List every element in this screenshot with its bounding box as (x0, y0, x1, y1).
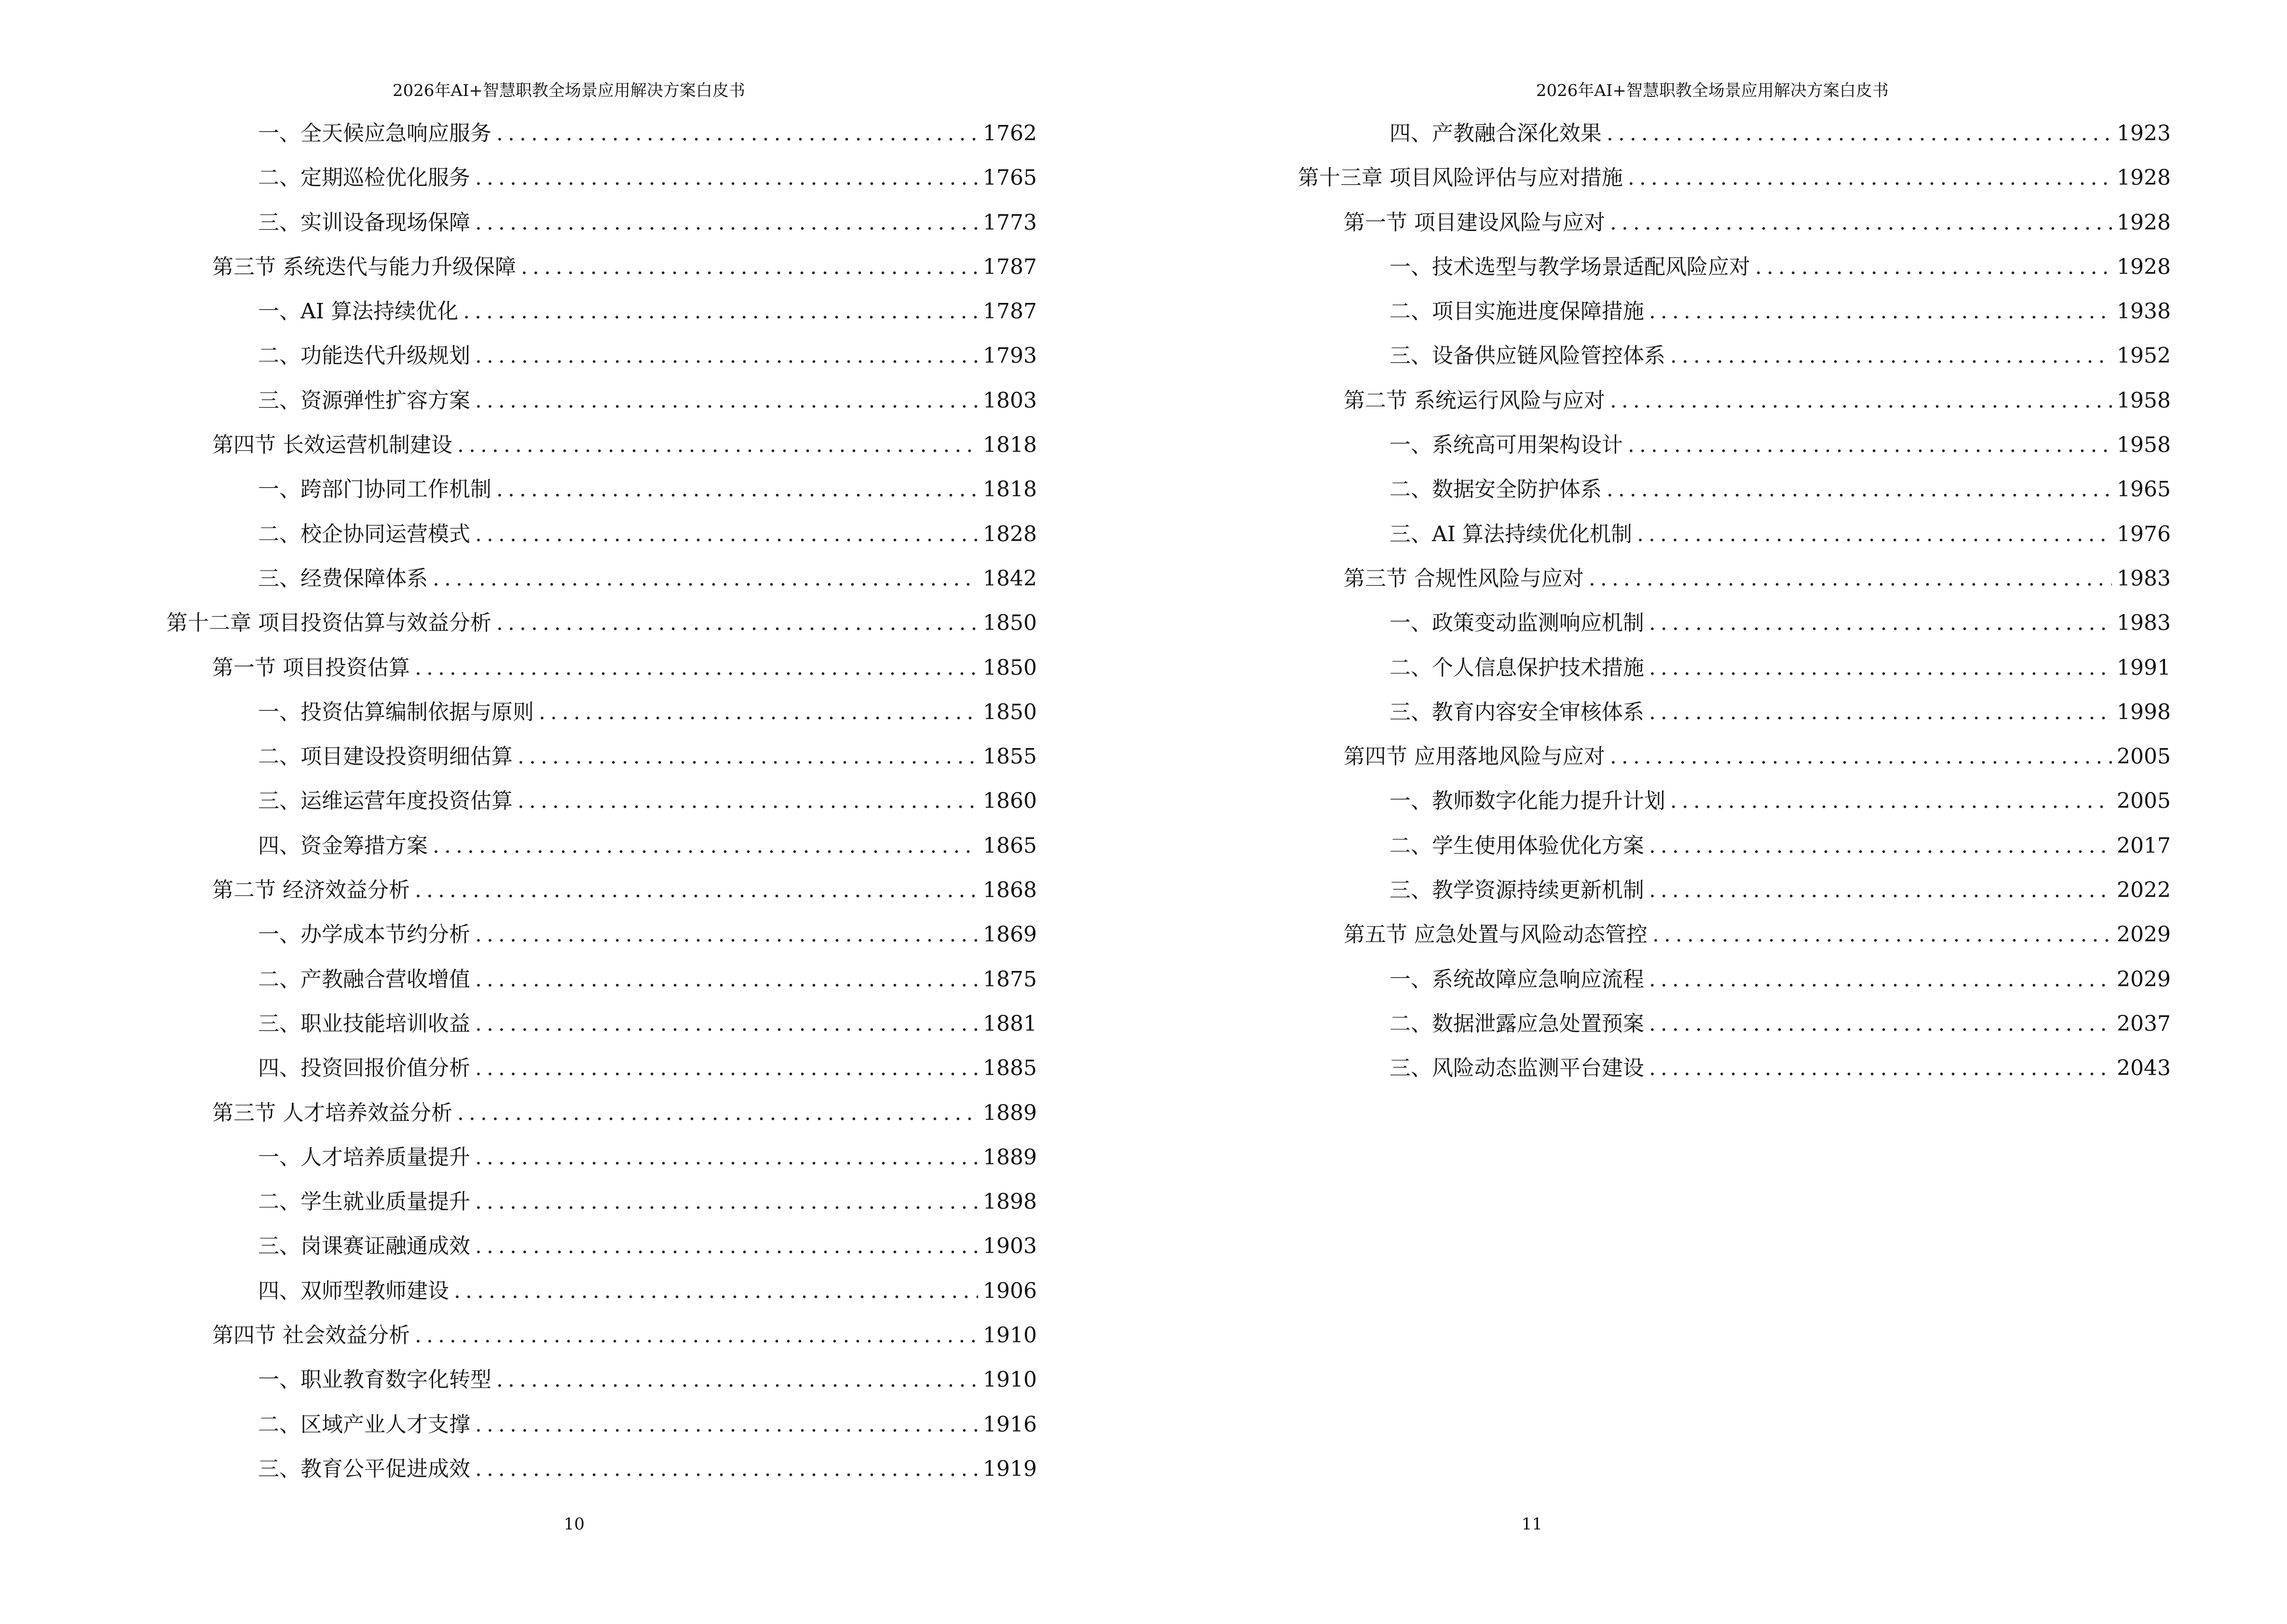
toc-entry-page: 1928 (2117, 254, 2171, 279)
toc-entry-page: 1860 (983, 789, 1037, 814)
toc-entry-page: 1903 (983, 1234, 1037, 1259)
toc-entry-page: 1919 (983, 1456, 1037, 1481)
toc-entry-page: 1868 (983, 878, 1037, 903)
dot-leader (517, 744, 978, 769)
dot-leader (496, 121, 978, 146)
toc-entry-title: 三、经费保障体系 (258, 566, 428, 591)
dot-leader (1610, 388, 2112, 413)
toc-entry-title: 一、系统故障应急响应流程 (1389, 967, 1644, 992)
toc-subsection[interactable] (1298, 1006, 2171, 1051)
toc-subsection[interactable] (166, 1006, 1037, 1051)
toc-entry-page: 1842 (983, 566, 1037, 591)
toc-subsection[interactable] (166, 1140, 1037, 1184)
toc-entry-title: 第四节 社会效益分析 (212, 1323, 410, 1348)
toc-subsection[interactable] (1298, 472, 2171, 516)
toc-entry-title: 第三节 人才培养效益分析 (212, 1100, 452, 1125)
toc-entry-title: 第四节 长效运营机制建设 (212, 433, 452, 458)
toc-entry-title: 二、数据安全防护体系 (1389, 477, 1602, 502)
toc-subsection[interactable] (1298, 294, 2171, 338)
toc-subsection[interactable] (166, 1362, 1037, 1406)
dot-leader (433, 833, 978, 858)
dot-leader (496, 477, 978, 502)
dot-leader (475, 1056, 978, 1080)
toc-entry-title: 三、实训设备现场保障 (258, 210, 470, 235)
toc-entry-page: 2022 (2117, 878, 2171, 903)
dot-leader (1606, 121, 2112, 146)
toc-entry-page: 1793 (983, 343, 1037, 368)
dot-leader (475, 967, 978, 992)
toc-list (1298, 116, 2171, 1095)
toc-section[interactable] (1298, 205, 2171, 249)
dot-leader (539, 700, 978, 724)
dot-leader (475, 1189, 978, 1214)
dot-leader (1649, 878, 2112, 902)
dot-leader (475, 388, 978, 413)
dot-leader (1649, 833, 2112, 858)
toc-subsection[interactable] (166, 739, 1037, 783)
toc-section[interactable] (166, 427, 1037, 472)
dot-leader (1670, 343, 2112, 368)
toc-entry-title: 二、校企协同运营模式 (258, 521, 470, 546)
toc-entry-page: 1991 (2117, 655, 2171, 680)
toc-subsection[interactable] (166, 1228, 1037, 1273)
toc-entry-title: 二、区域产业人才支撑 (258, 1412, 470, 1437)
toc-entry-title: 第二节 经济效益分析 (212, 878, 410, 903)
toc-entry-page: 1928 (2117, 210, 2171, 235)
toc-entry-page: 1898 (983, 1189, 1037, 1215)
toc-subsection[interactable] (166, 116, 1037, 160)
dot-leader (1652, 922, 2112, 947)
toc-entry-page: 1910 (983, 1323, 1037, 1348)
toc-entry-page: 1855 (983, 744, 1037, 769)
toc-entry-title: 四、投资回报价值分析 (258, 1056, 470, 1081)
toc-entry-title: 一、职业教育数字化转型 (258, 1367, 491, 1392)
toc-entry-page: 1865 (983, 833, 1037, 858)
toc-subsection[interactable] (166, 1184, 1037, 1228)
toc-entry-title: 二、数据泄露应急处置预案 (1389, 1011, 1644, 1036)
toc-entry-title: 一、教师数字化能力提升计划 (1389, 789, 1665, 814)
page-number: 11 (1521, 1515, 1543, 1534)
dot-leader (475, 922, 978, 947)
toc-section[interactable] (166, 873, 1037, 917)
toc-section[interactable] (1298, 917, 2171, 961)
toc-entry-page: 1765 (983, 165, 1037, 191)
toc-subsection[interactable] (166, 1407, 1037, 1451)
toc-subsection[interactable] (1298, 962, 2171, 1006)
dot-leader (1670, 789, 2112, 813)
toc-entry-page: 1983 (2117, 611, 2171, 636)
dot-leader (463, 299, 978, 324)
toc-subsection[interactable] (166, 1051, 1037, 1095)
toc-entry-page: 2029 (2117, 967, 2171, 992)
dot-leader (521, 255, 978, 279)
toc-entry-title: 一、人才培养质量提升 (258, 1145, 470, 1170)
toc-entry-page: 1976 (2117, 521, 2171, 546)
toc-entry-page: 1938 (2117, 299, 2171, 324)
toc-entry-title: 二、学生就业质量提升 (258, 1189, 470, 1215)
toc-subsection[interactable] (1298, 338, 2171, 382)
toc-entry-page: 1916 (983, 1412, 1037, 1437)
toc-chapter[interactable] (166, 605, 1037, 650)
dot-leader (1649, 611, 2112, 635)
toc-entry-page: 1762 (983, 121, 1037, 146)
toc-entry-page: 1998 (2117, 699, 2171, 724)
toc-subsection[interactable] (166, 1273, 1037, 1318)
toc-subsection[interactable] (166, 205, 1037, 249)
toc-subsection[interactable] (1298, 605, 2171, 650)
toc-entry-page: 1787 (983, 254, 1037, 279)
toc-entry-page: 2037 (2117, 1011, 2171, 1036)
toc-entry-title: 第二节 系统运行风险与应对 (1344, 388, 1605, 413)
toc-entry-page: 2043 (2117, 1056, 2171, 1081)
toc-entry-page: 1881 (983, 1011, 1037, 1036)
page-right (1144, 0, 2287, 1624)
toc-entry-page: 1906 (983, 1278, 1037, 1303)
toc-entry-title: 二、功能迭代升级规划 (258, 343, 470, 368)
toc-subsection[interactable] (1298, 695, 2171, 739)
dot-leader (457, 1101, 978, 1125)
dot-leader (1628, 165, 2112, 190)
toc-entry-page: 1958 (2117, 433, 2171, 458)
toc-subsection[interactable] (166, 517, 1037, 561)
toc-subsection[interactable] (1298, 517, 2171, 561)
toc-entry-title: 二、学生使用体验优化方案 (1389, 833, 1644, 858)
toc-entry-title: 四、双师型教师建设 (258, 1278, 449, 1303)
toc-entry-title: 第五节 应急处置与风险动态管控 (1344, 922, 1647, 947)
toc-entry-title: 二、产教融合营收增值 (258, 967, 470, 992)
toc-entry-page: 1818 (983, 477, 1037, 502)
toc-entry-title: 第十二章 项目投资估算与效益分析 (166, 611, 491, 636)
dot-leader (475, 1011, 978, 1036)
toc-subsection[interactable] (1298, 427, 2171, 472)
toc-section[interactable] (1298, 383, 2171, 427)
toc-entry-title: 第一节 项目投资估算 (212, 655, 410, 680)
toc-list (166, 116, 1037, 1496)
toc-entry-page: 1885 (983, 1056, 1037, 1081)
dot-leader (475, 165, 978, 190)
toc-entry-title: 一、政策变动监测响应机制 (1389, 611, 1644, 636)
toc-entry-title: 三、岗课赛证融通成效 (258, 1234, 470, 1259)
toc-entry-page: 1869 (983, 922, 1037, 947)
toc-entry-title: 一、投资估算编制依据与原则 (258, 699, 534, 724)
toc-entry-page: 2005 (2117, 744, 2171, 769)
toc-entry-title: 一、办学成本节约分析 (258, 922, 470, 947)
dot-leader (454, 1279, 978, 1303)
toc-subsection[interactable] (166, 917, 1037, 961)
dot-leader (1628, 433, 2112, 457)
toc-subsection[interactable] (1298, 249, 2171, 294)
toc-subsection[interactable] (166, 294, 1037, 338)
toc-entry-page: 1923 (2117, 121, 2171, 146)
toc-section[interactable] (166, 1318, 1037, 1362)
dot-leader (1649, 1011, 2112, 1036)
toc-entry-title: 一、系统高可用架构设计 (1389, 433, 1623, 458)
toc-entry-title: 三、教育公平促进成效 (258, 1456, 470, 1481)
toc-subsection[interactable] (166, 338, 1037, 382)
dot-leader (1589, 566, 2112, 591)
toc-entry-title: 三、教育内容安全审核体系 (1389, 699, 1644, 724)
toc-entry-page: 1818 (983, 433, 1037, 458)
toc-entry-title: 第一节 项目建设风险与应对 (1344, 210, 1605, 235)
toc-section[interactable] (1298, 739, 2171, 783)
toc-entry-title: 一、跨部门协同工作机制 (258, 477, 491, 502)
dot-leader (496, 1367, 978, 1392)
toc-entry-page: 1889 (983, 1145, 1037, 1170)
toc-subsection[interactable] (166, 1451, 1037, 1496)
toc-entry-title: 第三节 合规性风险与应对 (1344, 566, 1584, 591)
dot-leader (1649, 1056, 2112, 1080)
dot-leader (1649, 967, 2112, 992)
page-number: 10 (563, 1515, 585, 1534)
toc-subsection[interactable] (1298, 1051, 2171, 1095)
toc-entry-title: 一、AI 算法持续优化 (258, 299, 459, 324)
toc-subsection[interactable] (1298, 116, 2171, 160)
dot-leader (475, 1412, 978, 1437)
toc-entry-page: 1773 (983, 210, 1037, 235)
toc-entry-page: 1965 (2117, 477, 2171, 502)
toc-entry-title: 三、资源弹性扩容方案 (258, 388, 470, 413)
toc-subsection[interactable] (166, 695, 1037, 739)
dot-leader (457, 433, 978, 457)
toc-subsection[interactable] (166, 472, 1037, 516)
toc-entry-page: 1875 (983, 967, 1037, 992)
toc-subsection[interactable] (1298, 783, 2171, 828)
toc-entry-title: 第四节 应用落地风险与应对 (1344, 744, 1605, 769)
toc-subsection[interactable] (166, 962, 1037, 1006)
toc-entry-page: 1787 (983, 299, 1037, 324)
toc-entry-page: 1928 (2117, 165, 2171, 191)
toc-entry-title: 三、职业技能培训收益 (258, 1011, 470, 1036)
toc-entry-title: 四、产教融合深化效果 (1389, 121, 1602, 146)
toc-entry-title: 第十三章 项目风险评估与应对措施 (1298, 165, 1623, 191)
dot-leader (1649, 700, 2112, 724)
toc-subsection[interactable] (166, 561, 1037, 605)
toc-subsection[interactable] (1298, 650, 2171, 695)
dot-leader (1649, 655, 2112, 680)
toc-subsection[interactable] (166, 783, 1037, 828)
dot-leader (1637, 522, 2112, 546)
toc-subsection[interactable] (166, 828, 1037, 873)
dot-leader (1610, 210, 2112, 235)
toc-entry-title: 第三节 系统迭代与能力升级保障 (212, 254, 516, 279)
toc-entry-title: 四、资金筹措方案 (258, 833, 428, 858)
toc-entry-page: 1952 (2117, 343, 2171, 368)
toc-entry-page: 1889 (983, 1100, 1037, 1125)
toc-entry-title: 三、AI 算法持续优化机制 (1389, 521, 1633, 546)
toc-entry-title: 三、风险动态监测平台建设 (1389, 1056, 1644, 1081)
dot-leader (475, 1457, 978, 1481)
toc-section[interactable] (166, 249, 1037, 294)
dot-leader (1610, 744, 2112, 769)
dot-leader (433, 566, 978, 591)
dot-leader (475, 1234, 978, 1258)
toc-entry-page: 1983 (2117, 566, 2171, 591)
toc-section[interactable] (166, 1095, 1037, 1140)
dot-leader (415, 878, 978, 902)
toc-chapter[interactable] (1298, 160, 2171, 205)
dot-leader (517, 789, 978, 813)
dot-leader (415, 655, 978, 680)
dot-leader (475, 522, 978, 546)
toc-entry-title: 二、个人信息保护技术措施 (1389, 655, 1644, 680)
toc-entry-page: 1850 (983, 655, 1037, 680)
dot-leader (496, 611, 978, 635)
toc-subsection[interactable] (1298, 873, 2171, 917)
toc-entry-page: 2017 (2117, 833, 2171, 858)
dot-leader (475, 210, 978, 235)
toc-entry-page: 1850 (983, 611, 1037, 636)
toc-entry-title: 三、运维运营年度投资估算 (258, 789, 513, 814)
toc-entry-title: 一、技术选型与教学场景适配风险应对 (1389, 254, 1750, 279)
toc-entry-page: 1850 (983, 699, 1037, 724)
toc-entry-title: 二、项目实施进度保障措施 (1389, 299, 1644, 324)
toc-entry-page: 1803 (983, 388, 1037, 413)
dot-leader (475, 343, 978, 368)
page-header: 2026年AI+智慧职教全场景应用解决方案白皮书 (1536, 81, 1889, 100)
toc-entry-title: 二、项目建设投资明细估算 (258, 744, 513, 769)
dot-leader (1755, 255, 2112, 279)
dot-leader (475, 1145, 978, 1170)
dot-leader (1606, 477, 2112, 502)
dot-leader (415, 1323, 978, 1348)
toc-entry-title: 三、教学资源持续更新机制 (1389, 878, 1644, 903)
toc-entry-page: 1958 (2117, 388, 2171, 413)
page-header: 2026年AI+智慧职教全场景应用解决方案白皮书 (393, 81, 745, 100)
toc-entry-page: 2029 (2117, 922, 2171, 947)
toc-entry-title: 一、全天候应急响应服务 (258, 121, 491, 146)
toc-entry-page: 1910 (983, 1367, 1037, 1392)
toc-entry-page: 1828 (983, 521, 1037, 546)
toc-subsection[interactable] (1298, 828, 2171, 873)
toc-entry-page: 2005 (2117, 789, 2171, 814)
toc-section[interactable] (166, 650, 1037, 695)
toc-subsection[interactable] (166, 383, 1037, 427)
dot-leader (1649, 299, 2112, 324)
toc-subsection[interactable] (166, 160, 1037, 205)
toc-entry-title: 三、设备供应链风险管控体系 (1389, 343, 1665, 368)
toc-entry-title: 二、定期巡检优化服务 (258, 165, 470, 191)
toc-section[interactable] (1298, 561, 2171, 605)
